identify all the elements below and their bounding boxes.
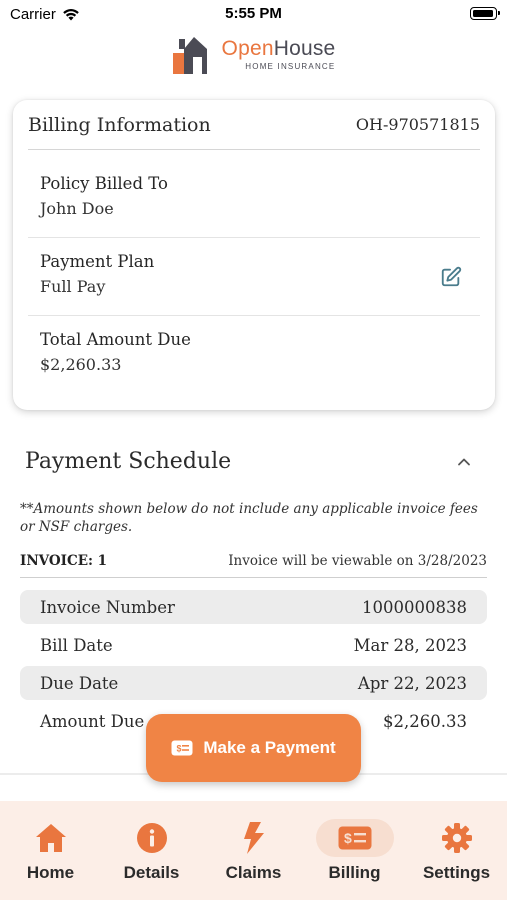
carrier-label: Carrier: [10, 6, 56, 23]
billing-title: Billing Information: [28, 113, 211, 136]
gear-icon: [441, 822, 473, 854]
billing-header: [28, 100, 480, 150]
row-value: $2,260.33: [40, 355, 122, 374]
tab-details[interactable]: [101, 801, 202, 900]
total-amount-due-row: [28, 316, 480, 394]
detail-label: Invoice Number: [40, 597, 175, 617]
row-label: Total Amount Due: [40, 330, 191, 349]
detail-value: $2,260.33: [383, 711, 467, 731]
logo-subtitle: HOME INSURANCE: [245, 62, 336, 71]
tab-label: Claims: [225, 863, 282, 882]
payment-card-icon: [171, 740, 193, 756]
billing-icon: [338, 826, 372, 850]
svg-text:$: $: [176, 743, 182, 754]
detail-value: Apr 22, 2023: [357, 673, 467, 693]
home-icon: [34, 822, 68, 854]
tab-label: Settings: [422, 863, 491, 882]
row-value: Full Pay: [40, 277, 106, 296]
app-logo: [0, 33, 507, 75]
bottom-tab-bar: [0, 801, 507, 900]
payment-plan-row: [28, 238, 480, 316]
detail-label: Amount Due: [40, 711, 145, 731]
row-value: John Doe: [40, 199, 114, 218]
detail-label: Bill Date: [40, 635, 113, 655]
tab-label: Home: [26, 863, 75, 882]
bill-date-row: [20, 628, 487, 662]
invoice-divider: [20, 577, 487, 578]
due-date-row: [20, 666, 487, 700]
policy-billed-to-row: [28, 160, 480, 238]
tab-billing[interactable]: [304, 801, 405, 900]
logo-wordmark: [222, 37, 336, 71]
status-bar: [0, 0, 507, 30]
tab-home[interactable]: [0, 801, 101, 900]
billing-info-card: [13, 100, 495, 410]
detail-value: Mar 28, 2023: [353, 635, 467, 655]
schedule-disclaimer: **Amounts shown below do not include any applicable invoice fees or NSF charges.: [20, 501, 478, 535]
tab-label: Billing: [328, 863, 381, 882]
battery-icon: [470, 7, 497, 20]
status-time: 5:55 PM: [225, 5, 282, 22]
house-logo-icon: [172, 33, 216, 75]
schedule-title: Payment Schedule: [25, 449, 232, 474]
tab-settings[interactable]: [406, 801, 507, 900]
make-payment-button[interactable]: [146, 714, 361, 782]
svg-text:$: $: [343, 830, 352, 846]
chevron-up-icon[interactable]: [456, 454, 472, 470]
make-payment-label: Make a Payment: [203, 738, 336, 757]
tab-claims[interactable]: [203, 801, 304, 900]
detail-value: 1000000838: [362, 597, 467, 617]
edit-icon[interactable]: [440, 266, 462, 288]
row-label: Payment Plan: [40, 252, 155, 271]
invoice-label: INVOICE: 1: [20, 553, 108, 569]
invoice-viewable-note: Invoice will be viewable on 3/28/2023: [228, 553, 487, 569]
tab-label: Details: [123, 863, 180, 882]
detail-label: Due Date: [40, 673, 119, 693]
policy-number: OH-970571815: [355, 115, 480, 134]
logo-brand-house: House: [273, 37, 336, 60]
logo-brand-open: Open: [221, 37, 274, 60]
row-label: Policy Billed To: [40, 174, 168, 193]
bolt-icon: [241, 821, 267, 855]
info-icon: [136, 822, 168, 854]
invoice-number-row: [20, 590, 487, 624]
